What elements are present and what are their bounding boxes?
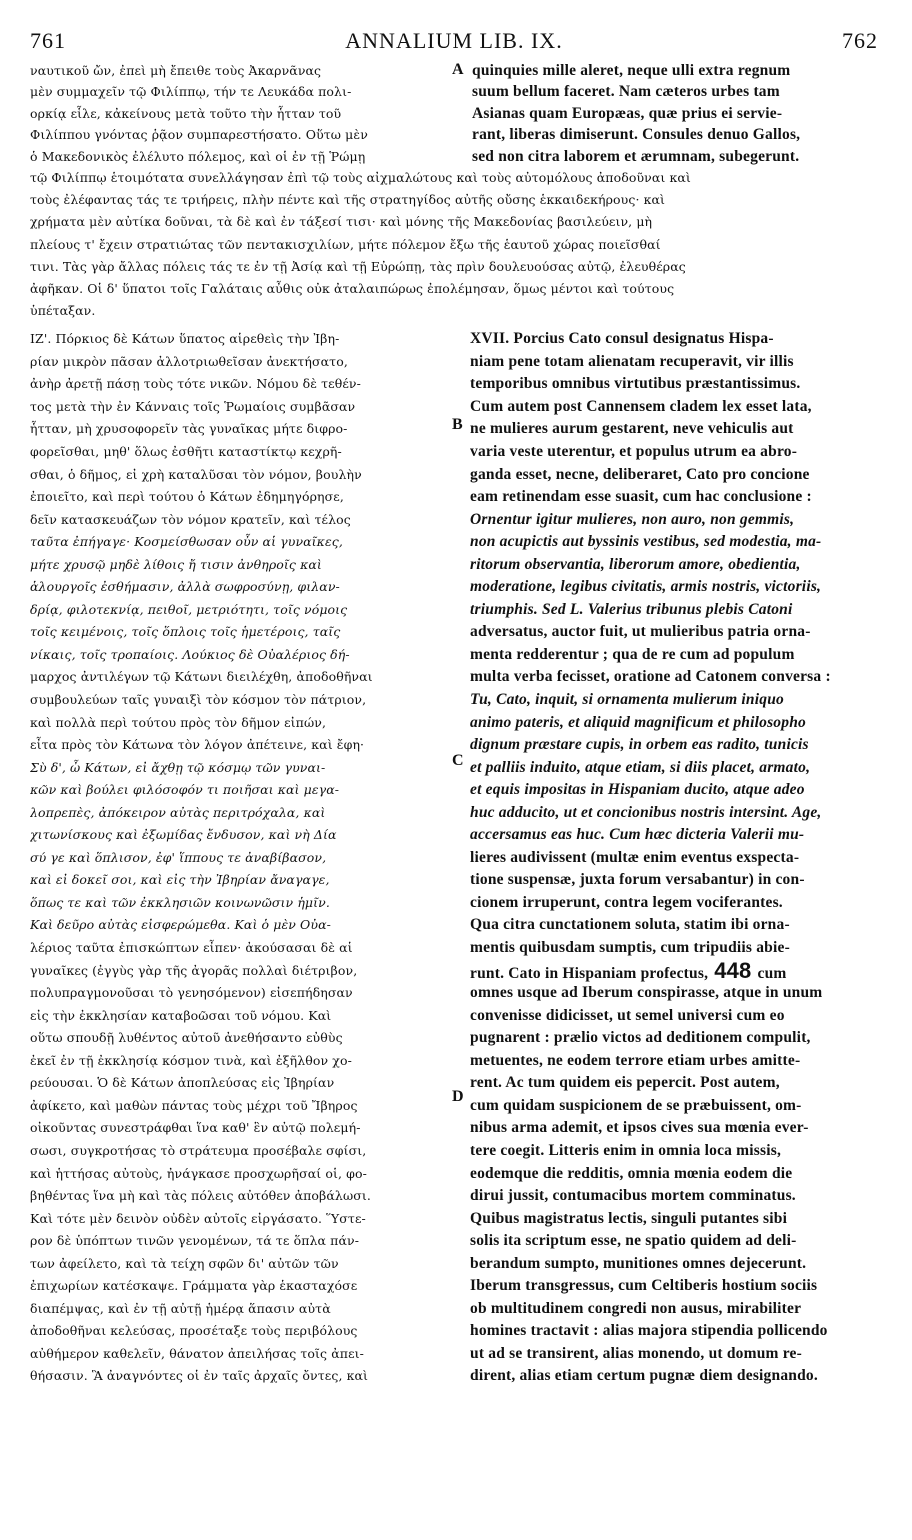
text-line: μὲν συμμαχεῖν τῷ Φιλίππῳ, τήν τε Λευκάδα πολι-	[30, 84, 352, 100]
text-line: ορκίᾳ εἷλε, κἀκείνους μετὰ τοῦτο τὴν ἧτταν τοῦ	[30, 105, 342, 121]
running-header	[30, 24, 878, 60]
greek-line: νίκαις, τοῖς τροπαίοις. Λούκιος δὲ Οὐαλέριος δή-	[30, 646, 350, 662]
latin-line: mentis quibusdam sumptis, cum tripudiis abie-	[470, 939, 790, 957]
two-column-body	[30, 328, 878, 1388]
greek-line: πολυπραγμονοῦσαι τὸ γενησόμενον) εἰσεπήδησαν	[30, 985, 353, 1001]
latin-line: dignum præstare cupis, in orbem eas radito, tunicis	[470, 736, 809, 754]
latin-line-tail: cum	[757, 964, 787, 982]
latin-line: eam retinendam esse suasit, cum hac conclusione :	[470, 488, 812, 506]
latin-line: temporibus omnibus virtutibus præstantissimus.	[470, 375, 801, 393]
latin-line: solis ita scriptum esse, ne spatio quidem ad deli-	[470, 1232, 797, 1250]
greek-line: οἰκοῦντας συνεστράφθαι ἵνα καθ' ἓν αὐτῷ πολεμή-	[30, 1120, 361, 1136]
greek-line: συμβουλεύων ταῖς γυναιξὶ τὸν κόσμον τὸν πάτριον,	[30, 692, 367, 708]
latin-line: homines tractavit : alias majora stipendia pollicendo	[470, 1322, 828, 1340]
greek-line: ἀνὴρ ἀρετῇ πάσῃ τοὺς τότε νικῶν. Νόμου δὲ τεθέν-	[30, 376, 361, 392]
page-number-left: 761	[30, 28, 66, 53]
latin-line: multa verba fecisset, oratione ad Catonem conversa :	[470, 668, 831, 686]
inline-page-marker: 448	[714, 959, 752, 983]
latin-line: varia veste uterentur, et populus utrum ea abro-	[470, 443, 798, 460]
text-line: Φιλίππου γνόντας ῥᾷον συμπαρεστήσατο. Οὕτω μὲν	[30, 127, 368, 143]
latin-line: huc adducito, ut et concionibus nostris intersint. Age,	[470, 803, 822, 821]
latin-line: Cum autem post Cannensem cladem lex esset lata,	[470, 397, 812, 415]
latin-line: animo pateris, et aliquid magnificum et philosopho	[470, 713, 806, 731]
greek-line: καὶ ἡττήσας αὐτοὺς, ἠνάγκασε προσχωρῆσαί οἱ, φο-	[30, 1165, 367, 1181]
greek-line: χιτωνίσκους καὶ ἐξωμίδας ἔνδυσον, καὶ νὴ Δία	[30, 827, 337, 843]
latin-line: Quibus magistratus lectis, singuli putantes sibi	[470, 1209, 788, 1227]
greek-line: μήτε χρυσῷ μηδὲ λίθοις ἤ τισιν ἀνθηροῖς καὶ	[30, 556, 322, 572]
text-line: ὑπέταξαν.	[30, 303, 96, 319]
latin-line: omnes usque ad Iberum conspirasse, atque in unum	[470, 984, 823, 1002]
running-title: ANNALIUM LIB. IX.	[345, 28, 563, 53]
latin-line: et palliis induito, atque etiam, si diis placet, armato,	[470, 758, 811, 776]
greek-line: ἀποδοθῆναι κελεύσας, προσέταξε τοὺς περιβόλους	[30, 1323, 358, 1339]
greek-line: ρον δὲ ὑπόπτων τινῶν γενομένων, τά τε ὅπλα πάν-	[30, 1233, 360, 1249]
greek-line: αὐθήμερον καθελεῖν, θάνατον ἀπειλήσας τοῖς ἀπει-	[30, 1345, 364, 1361]
greek-line: τος μετὰ τὴν ἐν Κάνναις τοῖς Ῥωμαίοις συμβᾶσαν	[30, 398, 356, 414]
latin-line: et equis impositas in Hispaniam ducito, atque adeo	[470, 781, 805, 799]
greek-line: εἶτα πρὸς τὸν Κάτωνα τὸν λόγον ἀπέτεινε, καὶ ἔφη·	[30, 737, 365, 753]
text-line: Asianas quam Europæas, quæ prius ei servie-	[472, 104, 783, 122]
greek-line: τοῖς κειμένοις, τοῖς ὅπλοις τοῖς ἡμετέροις, ταῖς	[30, 624, 341, 640]
greek-line: μαρχος ἀντιλέγων τῷ Κάτωνι διειλέχθη, ἀποδοθῆναι	[30, 669, 373, 685]
latin-line: Iberum transgressus, cum Celtiberis hostium sociis	[470, 1277, 818, 1295]
latin-line: accersamus eas huc. Cum hæc dicteria Valerii mu-	[470, 826, 805, 844]
text-line: sed non citra laborem et ærumnam, subegerunt.	[472, 147, 800, 165]
greek-line: διαπέμψας, καὶ ἐν τῇ αὐτῇ ἡμέρᾳ ἅπασιν αὐτὰ	[30, 1300, 331, 1316]
greek-line: των ἀφείλετο, καὶ τὰ τείχη σφῶν δι' αὐτῶν τῶν	[30, 1255, 339, 1271]
text-line: suum bellum faceret. Nam cæteros urbes tam	[472, 83, 780, 101]
latin-line: tione suspensæ, juxta forum versabantur) in con-	[470, 871, 805, 889]
latin-line: Qua citra cunctationem soluta, statim ibi orna-	[470, 916, 790, 934]
latin-line: dirent, alias etiam certum pugnæ diem designando.	[470, 1367, 818, 1385]
greek-line: ταῦτα ἐπήγαγε· Κοσμείσθωσαν οὖν αἱ γυναῖκες,	[30, 534, 343, 550]
greek-line: κῶν καὶ βούλει φιλόσοφόν τι ποιῆσαι καὶ μεγα-	[30, 782, 340, 798]
greek-line: σθαι, ὁ δῆμος, εἰ χρὴ καταλῦσαι τὸν νόμον, βουλὴν	[30, 466, 362, 482]
greek-line: ρίαν μικρὸν πᾶσαν ἀλλοτριωθεῖσαν ἀνεκτήσατο,	[30, 353, 348, 369]
greek-line: Σὺ δ', ὦ Κάτων, εἰ ἄχθῃ τῷ κόσμῳ τῶν γυναι-	[30, 759, 326, 775]
page-number-right: 762	[842, 28, 878, 53]
latin-line-text: runt. Cato in Hispaniam profectus,	[470, 964, 709, 982]
latin-line: rent. Ac tum quidem eis pepercit. Post autem,	[470, 1074, 780, 1092]
latin-line: lieres audivissent (multæ enim eventus exspecta-	[470, 848, 800, 866]
greek-line: ἐποιεῖτο, καὶ περὶ τούτου ὁ Κάτων ἐδημηγόρησε,	[30, 489, 344, 505]
latin-line: cionem irruperunt, contra legem vociferantes.	[470, 893, 783, 911]
latin-line: cum quidam suspicionem de se præbuissent, om-	[470, 1096, 802, 1114]
top-latin-column	[472, 60, 878, 167]
greek-line: σωσι, συγκροτήσας τὸ στράτευμα προσέβαλε σφίσι,	[30, 1142, 367, 1158]
latin-line: XVII. Porcius Cato consul designatus Hispa-	[470, 330, 774, 348]
text-line: ἀφῆκαν. Οἱ δ' ὕπατοι τοῖς Γαλάταις αὖθις οὐκ ἀταλαιπώρως ἐπολέμησαν, ὅμως μέντοι καὶ τούτους	[30, 280, 675, 296]
greek-line: καὶ εἰ δοκεῖ σοι, καὶ εἰς τὴν Ἰβηρίαν ἄναγαγε,	[30, 872, 330, 888]
greek-line: οὕτω σπουδῇ λυθέντος αὐτοῦ ἀνεθήσαντο εὐθὺς	[30, 1030, 343, 1046]
greek-line: σύ γε καὶ ὅπλισον, ἐφ' ἵππους τε ἀναβίβασον,	[30, 849, 327, 865]
greek-line: καὶ πολλὰ περὶ τούτου πρὸς τὸν δῆμον εἰπών,	[30, 714, 327, 730]
greek-line: ἐπιχωρίων κατέσκαψε. Γράμματα γὰρ ἑκασταχόσε	[30, 1278, 358, 1294]
latin-line: pugnarent : prælio victos ad deditionem compulit,	[470, 1029, 811, 1047]
latin-line: tere coegit. Litteris enim in omnia loca missis,	[470, 1141, 782, 1159]
latin-line: ne mulieres aurum gestarent, neve vehiculis aut	[470, 420, 794, 438]
greek-line: λέριος ταῦτα ἐπισκώπτων εἶπεν· ἀκούσασαι δὲ αἱ	[30, 940, 353, 956]
latin-line: non acupictis aut byssinis vestibus, sed modestia, ma-	[470, 533, 822, 551]
text-line: πλείους τ' ἔχειν στρατιώτας τῶν πεντακισχιλίων, μήτε πόλεμον ἔξω τῆς ἑαυτοῦ χώρας ποιεῖσθαί	[30, 236, 661, 252]
text-line: τῷ Φιλίππῳ ἑτοιμότατα συνελλάγησαν ἐπὶ τῷ τοὺς αἰχμαλώτους καὶ τοὺς αὐτομόλους ἀποδοῦναι καὶ	[30, 169, 691, 185]
text-line: τοὺς ἐλέφαντας τάς τε τριήρεις, πλὴν πέντε καὶ τῆς στρατηγίδος αὐτῆς οὔσης ἑκκαιδεκήρους· καὶ	[30, 192, 666, 208]
greek-line: φορεῖσθαι, μηθ' ὅλως ἐσθῆτι καταστίκτῳ κεχρῆ-	[30, 444, 342, 459]
latin-line: Ornentur igitur mulieres, non auro, non gemmis,	[470, 510, 795, 528]
greek-line: δεῖν κατασκευάζων τὸν νόμον κρατεῖν, καὶ τέλος	[30, 511, 351, 527]
greek-line: ΙΖ'. Πόρκιος δὲ Κάτων ὕπατος αἱρεθεὶς τὴν Ἰβη-	[30, 331, 340, 347]
latin-line: ritorum observantia, liberorum amore, obedientia,	[470, 555, 801, 573]
greek-line: ἧτταν, μὴ χρυσοφορεῖν τὰς γυναῖκας μήτε διφρο-	[30, 421, 348, 437]
greek-line: ἁλουργοῖς ἐσθήμασιν, ἀλλὰ σωφροσύνῃ, φιλαν-	[30, 579, 340, 595]
greek-line: ρεύουσαι. Ὁ δὲ Κάτων ἀποπλεύσας εἰς Ἰβηρίαν	[30, 1075, 335, 1091]
greek-line: γυναῖκες (ἐγγὺς γὰρ τῆς ἀγορᾶς πολλαὶ διέτριβον,	[30, 962, 358, 978]
latin-line: dirui jussit, contumacibus mortem comminatus.	[470, 1187, 796, 1205]
latin-line: convenisse didicisset, ut semel universi cum eo	[470, 1006, 785, 1024]
latin-line: eodemque die redditis, omnia mœnia eodem die	[470, 1164, 793, 1182]
margin-marker-b: B	[452, 416, 463, 434]
margin-marker-d: D	[452, 1088, 464, 1106]
latin-line: ut ad se transirent, alias monendo, ut domum re-	[470, 1344, 802, 1362]
latin-line: menta redderentur ; qua de re cum ad populum	[470, 645, 795, 663]
latin-line	[470, 960, 878, 983]
latin-line: adversatus, auctor fuit, ut mulieribus patria orna-	[470, 623, 811, 641]
greek-line: Καὶ δεῦρο αὐτὰς εἰσφερώμεθα. Καὶ ὁ μὲν Οὐα-	[30, 917, 331, 933]
latin-line: Tu, Cato, inquit, si ornamenta mulierum iniquo	[470, 691, 784, 709]
text-line: χρήματα μὲν αὐτίκα δοῦναι, τὰ δὲ καὶ ἐν τάξεσί τισι· καὶ μόνης τῆς Μακεδονίας βασιλεύειν, μὴ	[30, 214, 653, 230]
latin-line: ob multitudinem congredi non ausus, mirabiliter	[470, 1299, 802, 1317]
text-line: ναυτικοῦ ὤν, ἐπεὶ μὴ ἔπειθε τοὺς Ἀκαρνᾶνας	[30, 63, 322, 78]
latin-line: triumphis. Sed L. Valerius tribunus plebis Catoni	[470, 600, 793, 618]
text-line: rant, liberas dimiserunt. Consules denuo Gallos,	[472, 126, 801, 144]
greek-line: λοπρεπὲς, ἀπόκειρον αὐτὰς περιτρόχαλα, καὶ	[30, 804, 326, 820]
full-width-greek	[30, 167, 878, 322]
latin-line: niam pene totam alienatam recuperavit, vir illis	[470, 352, 794, 370]
margin-marker-a: A	[452, 61, 464, 78]
text-line: quinquies mille aleret, neque ulli extra regnum	[472, 62, 791, 79]
text-line: τινι. Τὰς γὰρ ἄλλας πόλεις τάς τε ἐν τῇ Ἀσίᾳ καὶ τῇ Εὐρώπῃ, τὰς πρὶν δουλευούσας αὐτῷ, ἐλευθέρας	[30, 258, 686, 274]
margin-markers	[448, 328, 470, 1388]
greek-column	[30, 328, 448, 1388]
latin-column	[470, 328, 878, 1388]
latin-line: moderatione, legibus civitatis, armis nostris, victoriis,	[470, 578, 822, 596]
greek-line: ἀφίκετο, καὶ μαθὼν πάντας τοὺς μέχρι τοῦ Ἴβηρος	[30, 1097, 358, 1113]
top-greek-column	[30, 60, 450, 167]
text-line: ὁ Μακεδονικὸς ἐλέλυτο πόλεμος, καὶ οἱ ἐν τῇ Ῥώμῃ	[30, 148, 366, 164]
latin-line: ganda esset, necne, deliberaret, Cato pro concione	[470, 465, 810, 483]
greek-line: εἰς τὴν ἐκκλησίαν καταβοῶσαι τοῦ νόμου. Καὶ	[30, 1007, 332, 1023]
greek-line: δρίᾳ, φιλοτεκνίᾳ, πειθοῖ, μετριότητι, τοῖς νόμοις	[30, 601, 348, 617]
greek-line: Καὶ τότε μὲν δεινὸν οὐδὲν αὐτοῖς εἰργάσατο. Ὕστε-	[30, 1210, 366, 1226]
greek-line: ὅπως τε καὶ τῶν ἐκκλησιῶν κοινωνῶσιν ἡμῖν.	[30, 894, 330, 910]
greek-line: βηθέντας ἵνα μὴ καὶ τὰς πόλεις αὐτόθεν ἀποβάλωσι.	[30, 1188, 371, 1204]
greek-line: ἐκεῖ ἐν τῇ ἐκκλησίᾳ κόσμον τινὰ, καὶ ἐξῆλθον χο-	[30, 1052, 352, 1068]
latin-line: nibus arma ademit, et ipsos cives sua mœnia ever-	[470, 1119, 809, 1137]
latin-line: berandum sumpto, munitiones omnes dejecerunt.	[470, 1254, 807, 1272]
greek-line: θήσασιν. Ἃ ἀναγνόντες οἱ ἐν ταῖς ἀρχαῖς ὄντες, καὶ	[30, 1368, 369, 1384]
latin-line: metuentes, ne eodem terrore etiam urbes amitte-	[470, 1051, 801, 1069]
top-section	[30, 60, 878, 167]
margin-marker-c: C	[452, 752, 464, 770]
